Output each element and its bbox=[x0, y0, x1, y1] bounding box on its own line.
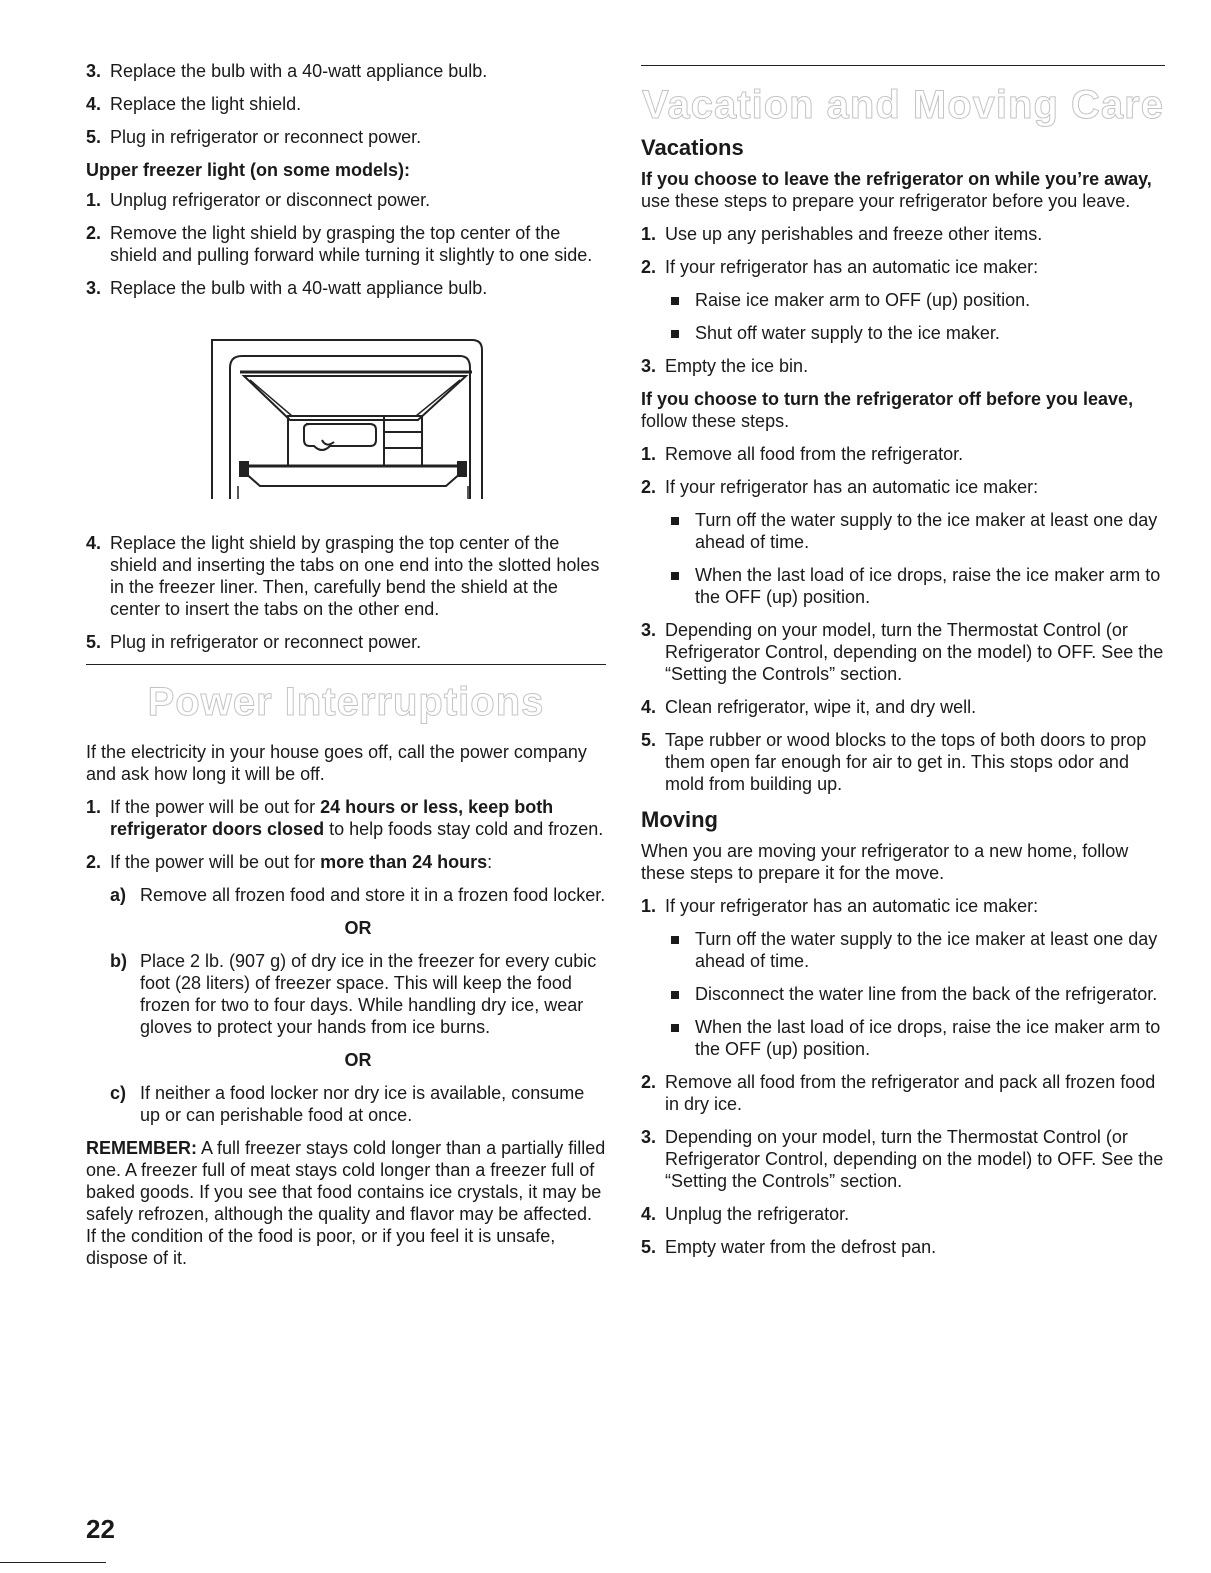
list-item: 4. Replace the light shield by grasping the top center of the shield and inserting the tabs on one end into the slotted holes in the freezer liner. Then, carefully bend the shield at the center to insert the tabs on the other end. bbox=[86, 533, 600, 619]
list-item: 1. If your refrigerator has an automatic ice maker: bbox=[641, 896, 1039, 916]
list-item: 2. If your refrigerator has an automatic ice maker: bbox=[641, 477, 1039, 497]
bullet-square-icon bbox=[665, 289, 695, 311]
vacations-heading: Vacations bbox=[641, 135, 744, 160]
list-item: 4. Unplug the refrigerator. bbox=[641, 1204, 850, 1224]
or-label: OR bbox=[344, 1050, 372, 1070]
bullet-item: Shut off water supply to the ice maker. bbox=[665, 322, 1165, 344]
power-interruptions-title: Power Interruptions bbox=[147, 680, 545, 724]
list-item: 2. Remove the light shield by grasping the top center of the shield and pulling forward while turning it slightly to one side. bbox=[86, 223, 593, 265]
list-item: 2. Remove all food from the refrigerator and pack all frozen food in dry ice. bbox=[641, 1072, 1156, 1114]
list-item: 1. Unplug refrigerator or disconnect power. bbox=[86, 190, 431, 210]
vacation-moving-title: Vacation and Moving Care bbox=[642, 83, 1164, 127]
list-item: c) If neither a food locker nor dry ice is available, consume up or can perishable food at once. bbox=[110, 1083, 585, 1125]
bullet-item: When the last load of ice drops, raise the ice maker arm to the OFF (up) position. bbox=[665, 1016, 1165, 1060]
list-item: 3. Replace the bulb with a 40-watt appliance bulb. bbox=[86, 278, 488, 298]
section-divider bbox=[641, 65, 1165, 66]
bullet-square-icon bbox=[665, 564, 695, 608]
bullet-item: Turn off the water supply to the ice maker at least one day ahead of time. bbox=[665, 509, 1165, 553]
list-item: 4. Clean refrigerator, wipe it, and dry well. bbox=[641, 697, 977, 717]
section-divider bbox=[86, 664, 606, 665]
list-item: 5. Plug in refrigerator or reconnect power. bbox=[86, 632, 422, 652]
bullet-square-icon bbox=[665, 509, 695, 553]
bullet-item: Disconnect the water line from the back of the refrigerator. bbox=[665, 983, 1165, 1005]
or-label: OR bbox=[344, 918, 372, 938]
bullet-square-icon bbox=[665, 1016, 695, 1060]
vacation-on-intro: If you choose to leave the refrigerator on while you’re away, use these steps to prepare your refrigerator before you leave. bbox=[641, 169, 1152, 211]
bullet-item: Raise ice maker arm to OFF (up) position. bbox=[665, 289, 1165, 311]
bullet-item: When the last load of ice drops, raise the ice maker arm to the OFF (up) position. bbox=[665, 564, 1165, 608]
list-item: 5. Tape rubber or wood blocks to the tops of both doors to prop them open far enough for air to get in. This stops odor and mold from building up. bbox=[641, 730, 1147, 794]
power-intro: If the electricity in your house goes off, call the power company and ask how long it will be off. bbox=[86, 742, 587, 784]
list-item: 3. Depending on your model, turn the Thermostat Control (or Refrigerator Control, depending on the model) to OFF. See the “Setting the Controls” section. bbox=[641, 1127, 1164, 1191]
list-item: 3. Replace the bulb with a 40-watt appliance bulb. bbox=[86, 61, 488, 81]
list-item: 4. Replace the light shield. bbox=[86, 94, 302, 114]
bullet-item: Turn off the water supply to the ice maker at least one day ahead of time. bbox=[665, 928, 1165, 972]
list-item: 1. Use up any perishables and freeze other items. bbox=[641, 224, 1043, 244]
remember-paragraph: REMEMBER: A full freezer stays cold longer than a partially filled one. A freezer full of meat stays cold longer than a freezer full of baked goods. If you see that food contains ice crystals, it may be safely refrozen, although the quality and flavor may be affected. If the condition of the food is poor, or if you feel it is unsafe, dispose of it. bbox=[86, 1138, 606, 1268]
list-item: 3. Depending on your model, turn the Thermostat Control (or Refrigerator Control, depending on the model) to OFF. See the “Setting the Controls” section. bbox=[641, 620, 1164, 684]
moving-heading: Moving bbox=[641, 807, 718, 832]
page-number: 22 bbox=[86, 1514, 115, 1544]
list-item: b) Place 2 lb. (907 g) of dry ice in the freezer for every cubic foot (28 liters) of freezer space. This will keep the food frozen for two to four days. While handling dry ice, wear gloves to protect your hands from ice burns. bbox=[110, 951, 597, 1037]
moving-intro: When you are moving your refrigerator to a new home, follow these steps to prepare it for the move. bbox=[641, 841, 1129, 883]
list-item: a) Remove all frozen food and store it in a frozen food locker. bbox=[110, 885, 606, 905]
list-item: 5. Empty water from the defrost pan. bbox=[641, 1237, 937, 1257]
footer-divider bbox=[0, 1562, 106, 1563]
left-column bbox=[86, 60, 606, 1280]
bullet-square-icon bbox=[665, 322, 695, 344]
list-item: 1. Remove all food from the refrigerator. bbox=[641, 444, 964, 464]
list-item: 1. If the power will be out for 24 hours or less, keep both refrigerator doors closed to help foods stay cold and frozen. bbox=[86, 797, 604, 839]
list-item: 3. Empty the ice bin. bbox=[641, 356, 809, 376]
vacation-off-intro: If you choose to turn the refrigerator off before you leave, follow these steps. bbox=[641, 389, 1134, 431]
bullet-square-icon bbox=[665, 928, 695, 972]
list-item: 5. Plug in refrigerator or reconnect power. bbox=[86, 127, 422, 147]
list-item: 2. If your refrigerator has an automatic ice maker: bbox=[641, 257, 1039, 277]
list-item: 2. If the power will be out for more than 24 hours: bbox=[86, 852, 493, 872]
bullet-square-icon bbox=[665, 983, 695, 1005]
upper-freezer-heading: Upper freezer light (on some models): bbox=[86, 160, 411, 180]
right-column bbox=[641, 60, 1165, 1269]
freezer-light-illustration bbox=[210, 336, 486, 499]
steps-top bbox=[86, 60, 606, 148]
